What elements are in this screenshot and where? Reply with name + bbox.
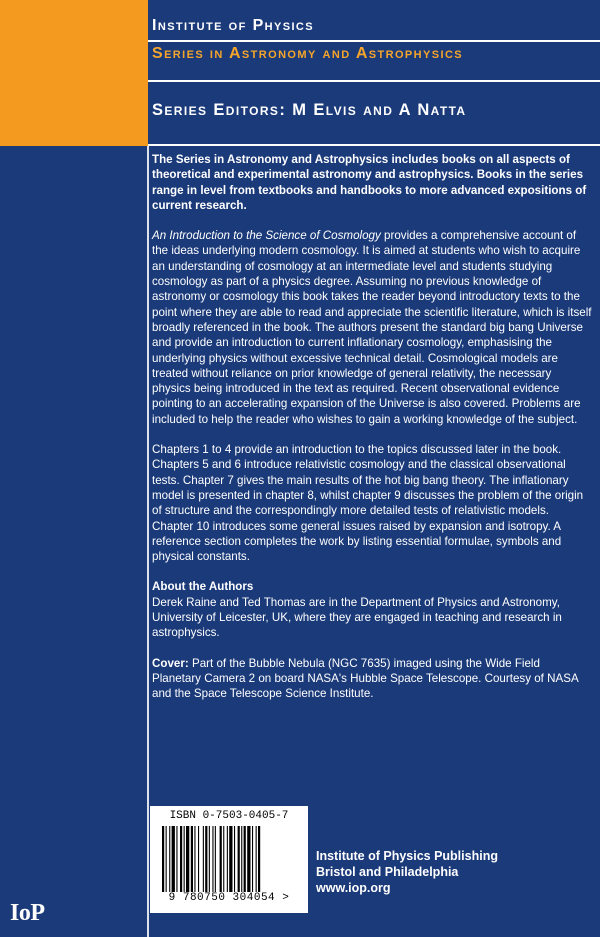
barcode-icon [162, 826, 296, 892]
publisher-location: Bristol and Philadelphia [316, 865, 459, 879]
header-divider-2 [148, 80, 600, 82]
back-cover-text [152, 152, 592, 717]
series-editors: Series Editors: M Elvis and A Natta [152, 101, 467, 119]
about-heading: About the Authors [152, 580, 254, 594]
book-title: An Introduction to the Science of Cosmology [152, 229, 381, 243]
header-divider-1 [148, 40, 600, 42]
book-description: provides a comprehensive account of the ideas underlying modern cosmology. It is aimed at students who wish to acquire an understanding of cosmology at an intermediate level and students studying cosmology as part of a physics degree. Assuming no previous knowledge of astronomy or cosmology this book takes the reader beyond introductory texts to the point where they are able to read and appreciate the scientific literature, which is itself broadly referenced in the book. The authors present the standard big bang Universe and provide an introduction to current inflationary cosmology, emphasising the underlying physics without excessive technical detail. Cosmological models are treated without reliance on prior knowledge of general relativity, the necessary physics being introduced in the text as required. Recent observational evidence pointing to an accelerating expansion of the Universe is also covered. Problems are included to help the reader who wishes to gain a working knowledge of the subject. [152, 229, 592, 426]
cover-label: Cover: [152, 656, 189, 670]
publisher-name: Institute of Physics Publishing [316, 849, 498, 863]
about-text: Derek Raine and Ted Thomas are in the Department of Physics and Astronomy, University of Leicester, UK, where they are engaged in teaching and research in astrophysics. [152, 595, 562, 640]
cover-text: Part of the Bubble Nebula (NGC 7635) imaged using the Wide Field Planetary Camera 2 on board NASA's Hubble Space Telescope. Courtesy of NASA and the Space Telescope Science Institute. [152, 656, 579, 701]
series-title: Institute of Physics [152, 17, 315, 34]
book-description-paragraph [152, 228, 592, 427]
series-description: The Series in Astronomy and Astrophysics includes books on all aspects of theoretical and experimental astronomy and astrophysics. Books in the series range in level from textbooks and handbooks to more advanced expositions of current research. [152, 153, 587, 212]
barcode-box [150, 806, 308, 913]
orange-corner-block [0, 0, 148, 146]
series-subtitle: Series in Astronomy and Astrophysics [152, 45, 464, 62]
barcode-digits: 9 780750 304054 > [168, 892, 290, 904]
header-divider-3 [148, 144, 600, 146]
iop-logo: IoP [10, 900, 45, 926]
chapters-summary: Chapters 1 to 4 provide an introduction to the topics discussed later in the book. Chapters 5 and 6 introduce relativistic cosmology and the classical observational tests. Chapter 7 gives the main results of the hot big bang theory. The inflationary model is presented in chapter 8, whilst chapter 9 discusses the problem of the origin of structure and the correspondingly more detailed tests of relativistic models. Chapter 10 introduces some general issues raised by expansion and isotropy. A reference section completes the work by listing essential formulae, symbols and physical constants. [152, 443, 584, 564]
vertical-divider [147, 146, 149, 937]
isbn: ISBN 0-7503-0405-7 [169, 810, 289, 822]
publisher-url: www.iop.org [316, 881, 391, 895]
cover-credit [152, 656, 592, 702]
publisher-info [316, 848, 498, 896]
about-section [152, 579, 592, 640]
